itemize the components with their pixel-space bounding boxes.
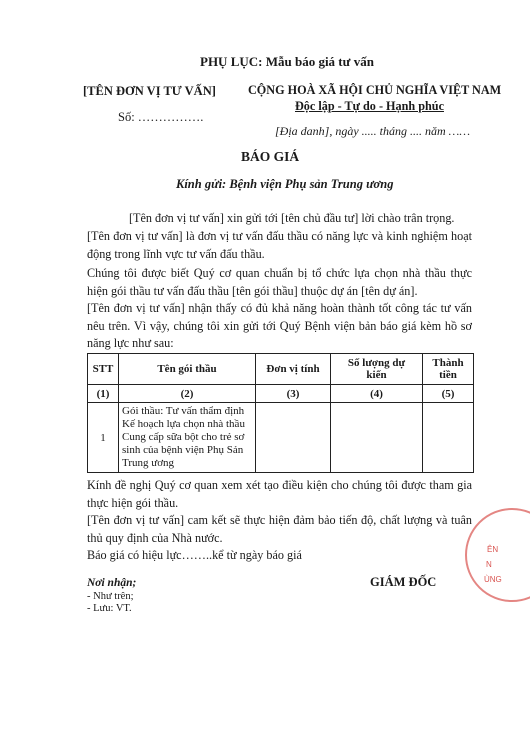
row-stt: 1 — [88, 403, 119, 473]
country-header: CỘNG HOÀ XÃ HỘI CHỦ NGHĨA VIỆT NAM — [248, 83, 502, 97]
recipient-item: - Như trên; — [87, 591, 134, 602]
row-unit — [256, 403, 331, 473]
row-amount — [423, 403, 474, 473]
validity-line: Báo giá có hiệu lực……..kể từ ngày báo giá — [87, 548, 302, 562]
column-number: (4) — [331, 385, 423, 403]
column-number: (3) — [256, 385, 331, 403]
header-cell: Thành tiền — [423, 354, 474, 385]
header-cell: Đơn vị tính — [256, 354, 331, 385]
motto: Độc lập - Tự do - Hạnh phúc — [295, 99, 444, 113]
recipient-line: Kính gửi: Bệnh viện Phụ sản Trung ương — [176, 177, 394, 191]
capability-paragraph: [Tên đơn vị tư vấn] là đơn vị tư vấn đấu thầu có năng lực và kinh nghiệm hoạt động trong lĩnh vực tư vấn đấu thầu. — [87, 229, 472, 261]
table-header-row — [88, 354, 474, 385]
table-row — [88, 403, 474, 473]
recipient-item: - Lưu: VT. — [87, 603, 132, 614]
awareness-paragraph: Chúng tôi được biết Quý cơ quan chuẩn bị tổ chức lựa chọn nhà thầu thực hiện gói thầu tư vấn đấu thầu [tên gói thầu] thuộc dự án [tên dự án]. — [87, 266, 472, 298]
signer-title: GIÁM ĐỐC — [370, 575, 437, 589]
recipients-label: Nơi nhận; — [87, 577, 137, 589]
intro-paragraph: [Tên đơn vị tư vấn] xin gửi tới [tên chủ đầu tư] lời chào trân trọng. — [129, 211, 455, 225]
appendix-title: PHỤ LỤC: Mẫu báo giá tư vấn — [200, 54, 374, 69]
document-title: BÁO GIÁ — [241, 149, 300, 164]
row-quantity — [331, 403, 423, 473]
stamp-text: N — [486, 560, 492, 569]
header-cell: Số lượng dự kiến — [331, 354, 423, 385]
row-package-name: Gói thầu: Tư vấn thẩm định Kế hoạch lựa chọn nhà thầu Cung cấp sữa bột cho trẻ sơ sinh của bệnh viện Phụ Sản Trung ương — [119, 403, 256, 473]
header-cell: Tên gói thầu — [119, 354, 256, 385]
quote-table — [87, 353, 474, 473]
commitment-paragraph: [Tên đơn vị tư vấn] cam kết sẽ thực hiện đảm bảo tiến độ, chất lượng và tuân thủ quy định của Nhà nước. — [87, 513, 472, 545]
place-date: [Địa danh], ngày ..... tháng .... năm …… — [275, 124, 471, 138]
offer-paragraph: [Tên đơn vị tư vấn] nhận thấy có đủ khả năng hoàn thành tốt công tác tư vấn nêu trên. Vì vậy, chúng tôi xin gửi tới Quý Bệnh viện bản báo giá kèm hồ sơ năng lực như sau: — [87, 301, 472, 350]
column-number: (2) — [119, 385, 256, 403]
doc-number: Số: ……………. — [118, 110, 204, 124]
column-number: (1) — [88, 385, 119, 403]
request-paragraph: Kính đề nghị Quý cơ quan xem xét tạo điều kiện cho chúng tôi được tham gia thực hiện gói thầu. — [87, 478, 472, 510]
stamp-text: ÙNG — [484, 575, 502, 584]
header-cell: STT — [88, 354, 119, 385]
stamp-seal — [465, 508, 530, 602]
column-number: (5) — [423, 385, 474, 403]
column-number-row — [88, 385, 474, 403]
org-name: [TÊN ĐƠN VỊ TƯ VẤN] — [83, 84, 216, 98]
stamp-text: ÊN — [487, 545, 499, 554]
